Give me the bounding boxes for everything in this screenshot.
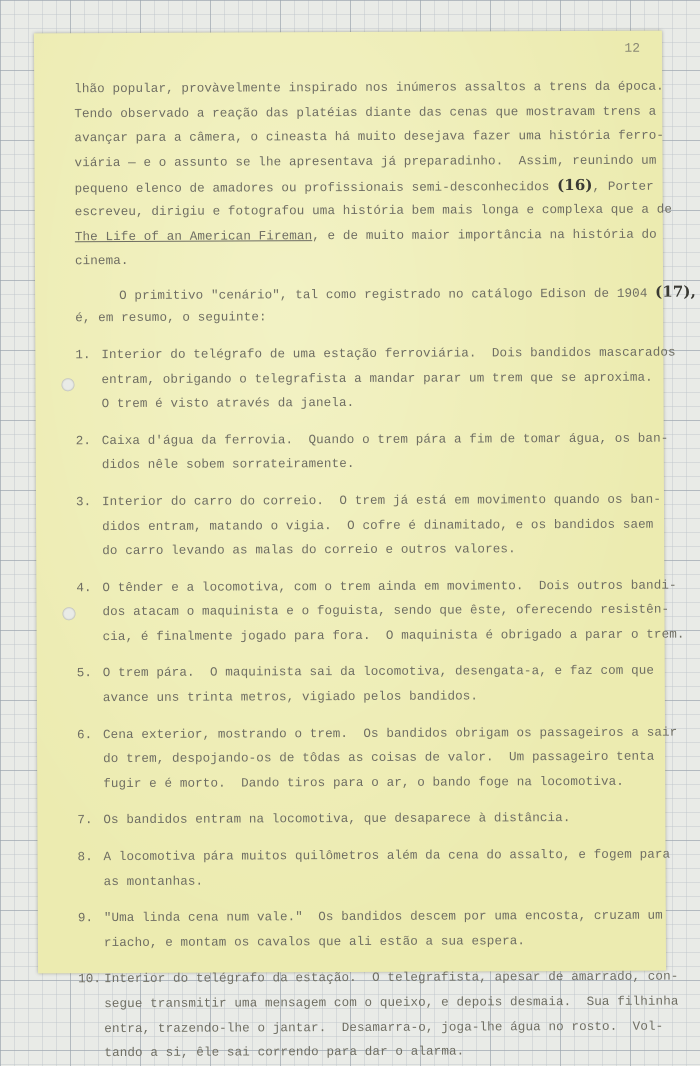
scene-text: tando a si, êle sai correndo para dar o alarma. [104,1044,465,1061]
scene-text: fugir e é morto. Dando tiros para o ar, o bando foge na locomotiva. [103,774,624,791]
scene-text: didos entram, matando o vigia. O cofre é dinamitado, e os bandidos saem [102,517,654,534]
scene-item-line [77,623,685,650]
footnote-ref-17: (17), [655,282,696,301]
scene-item-line [75,365,653,392]
intro-line [75,279,696,306]
text-line [74,173,654,200]
text-line: escreveu, dirigiu e fotografou uma história bem mais longa e complexa que a de [74,202,673,220]
scene-text: riacho, e montam os cavalos que ali estão a sua espera. [103,934,526,950]
scene-text: "Uma linda cena num vale." Os bandidos descem por uma encosta, cruzam um [103,908,663,926]
scene-item-line [77,904,663,931]
scene-text: A locomotiva pára muitos quilômetros além da cena do assalto, e fogem para [103,847,671,865]
text-fragment: , Porter [592,180,654,195]
scene-item-line [75,488,662,515]
scene-list [75,329,685,1066]
scene-number: 2. [75,433,92,448]
text-line: Tendo observado a reação das platéias diante das cenas que mostravam trens a [74,104,657,121]
scene-item-line [76,451,646,478]
scene-item-line [77,806,647,833]
scene-item-line [76,512,654,539]
scene-item-line [76,598,670,625]
scene-item-line [76,659,655,686]
scene-text: O trem pára. O maquinista sai da locomotiva, desengata-a, e faz com que [102,664,655,681]
scene-item-line [78,965,679,992]
scene-number: 1. [75,348,91,363]
scene-item-line [78,1039,648,1066]
scene-number: 4. [76,580,92,595]
scene-text: O tênder e a locomotiva, com o trem ainda em movimento. Dois outros bandi- [102,578,677,595]
text-line: lhão popular, provàvelmente inspirado nos inúmeros assaltos a trens da época. [74,79,664,97]
intro-text: O primitivo "cenário", tal como registrado no catálogo Edison de 1904 [119,286,648,303]
punch-hole-lower [62,607,75,620]
scene-item-line [75,426,669,453]
scene-item-line [76,573,677,600]
scene-number: 3. [75,495,92,510]
scene-item-line [78,929,648,956]
scene-number: 8. [77,850,93,865]
scene-item-line [75,341,676,368]
scene-text: as montanhas. [103,874,204,889]
scene-text: Os bandidos entram na locomotiva, que desaparece à distância. [103,811,571,828]
scene-text: didos nêle sobem sorrateiramente. [101,457,355,473]
scene-text: do carro levando as malas do correio e outros valores. [102,542,516,559]
scene-text: O trem é visto através da janela. [101,396,355,412]
scene-text: do trem, despojando-os de tôdas as coisas de valor. Um passageiro tenta [103,749,655,767]
text-line: avançar para a câmera, o cineasta há muito desejava fazer uma história ferro- [74,128,665,146]
scene-item-line [78,990,679,1017]
scene-item-line [78,867,648,894]
scene-item-line [77,843,671,870]
scene-number: 7. [77,813,93,828]
scene-item-line [76,720,678,747]
text-line [74,222,657,249]
film-title: The Life of an American Fireman [74,228,313,244]
scene-text: Interior do telégrafo de uma estação ferroviária. Dois bandidos mascarados [101,345,676,363]
scene-text: dos atacam o maquinista e o foguista, sendo que êste, oferecendo resistên- [102,602,670,620]
scene-item-line [76,537,646,564]
scene-text: segue transmitir uma mensagem com o queixo, e depois desmaia. Sua filhinha [104,994,679,1012]
scene-item-line [78,1014,664,1041]
scene-text: Interior do telégrafo da estação. O telegrafista, apesar de amarrado, con- [104,969,679,987]
typewritten-page [34,31,696,1061]
text-fragment: pequeno elenco de amadores ou profissionais semi-desconhecidos [74,180,550,197]
scene-number: 9. [77,911,94,926]
scene-text: entram, obrigando o telegrafista a mandar parar um trem que se aproxima. [101,370,653,387]
scene-text: Caixa d'água da ferrovia. Quando o trem pára a fim de tomar água, os ban- [101,431,669,448]
scene-text: Cena exterior, mostrando o trem. Os bandidos obrigam os passageiros a sair [102,725,678,742]
text-line: cinema. [74,254,129,269]
scene-text: cia, é finalmente jogado para fora. O maquinista é obrigado a parar o trem. [102,627,685,644]
scene-text: Interior do carro do correio. O trem já está em movimento quando os ban- [101,492,662,509]
scene-text: avance uns trinta metros, vigiado pelos bandidos. [102,689,479,706]
page-number: 12 [624,40,641,56]
scene-item-line [77,684,647,711]
punch-hole-upper [61,378,74,391]
scene-number: 5. [76,666,93,681]
text-fragment: , e de muito maior importância na história do [312,227,657,243]
footnote-ref-16: (16) [557,176,593,195]
scene-item-line [77,770,647,797]
scene-number: 10. [78,972,102,987]
scene-text: entra, trazendo-lhe o jantar. Desamarra-o, joga-lhe água no rosto. Vol- [104,1019,664,1036]
page-text [74,75,696,1066]
intro-line: é, em resumo, o seguinte: [75,310,267,326]
text-line: viária — e o assunto se lhe apresentava já preparadinho. Assim, reunindo um [74,153,657,170]
scene-item-line [76,390,646,417]
scene-number: 6. [76,727,93,742]
scene-item-line [77,745,655,772]
